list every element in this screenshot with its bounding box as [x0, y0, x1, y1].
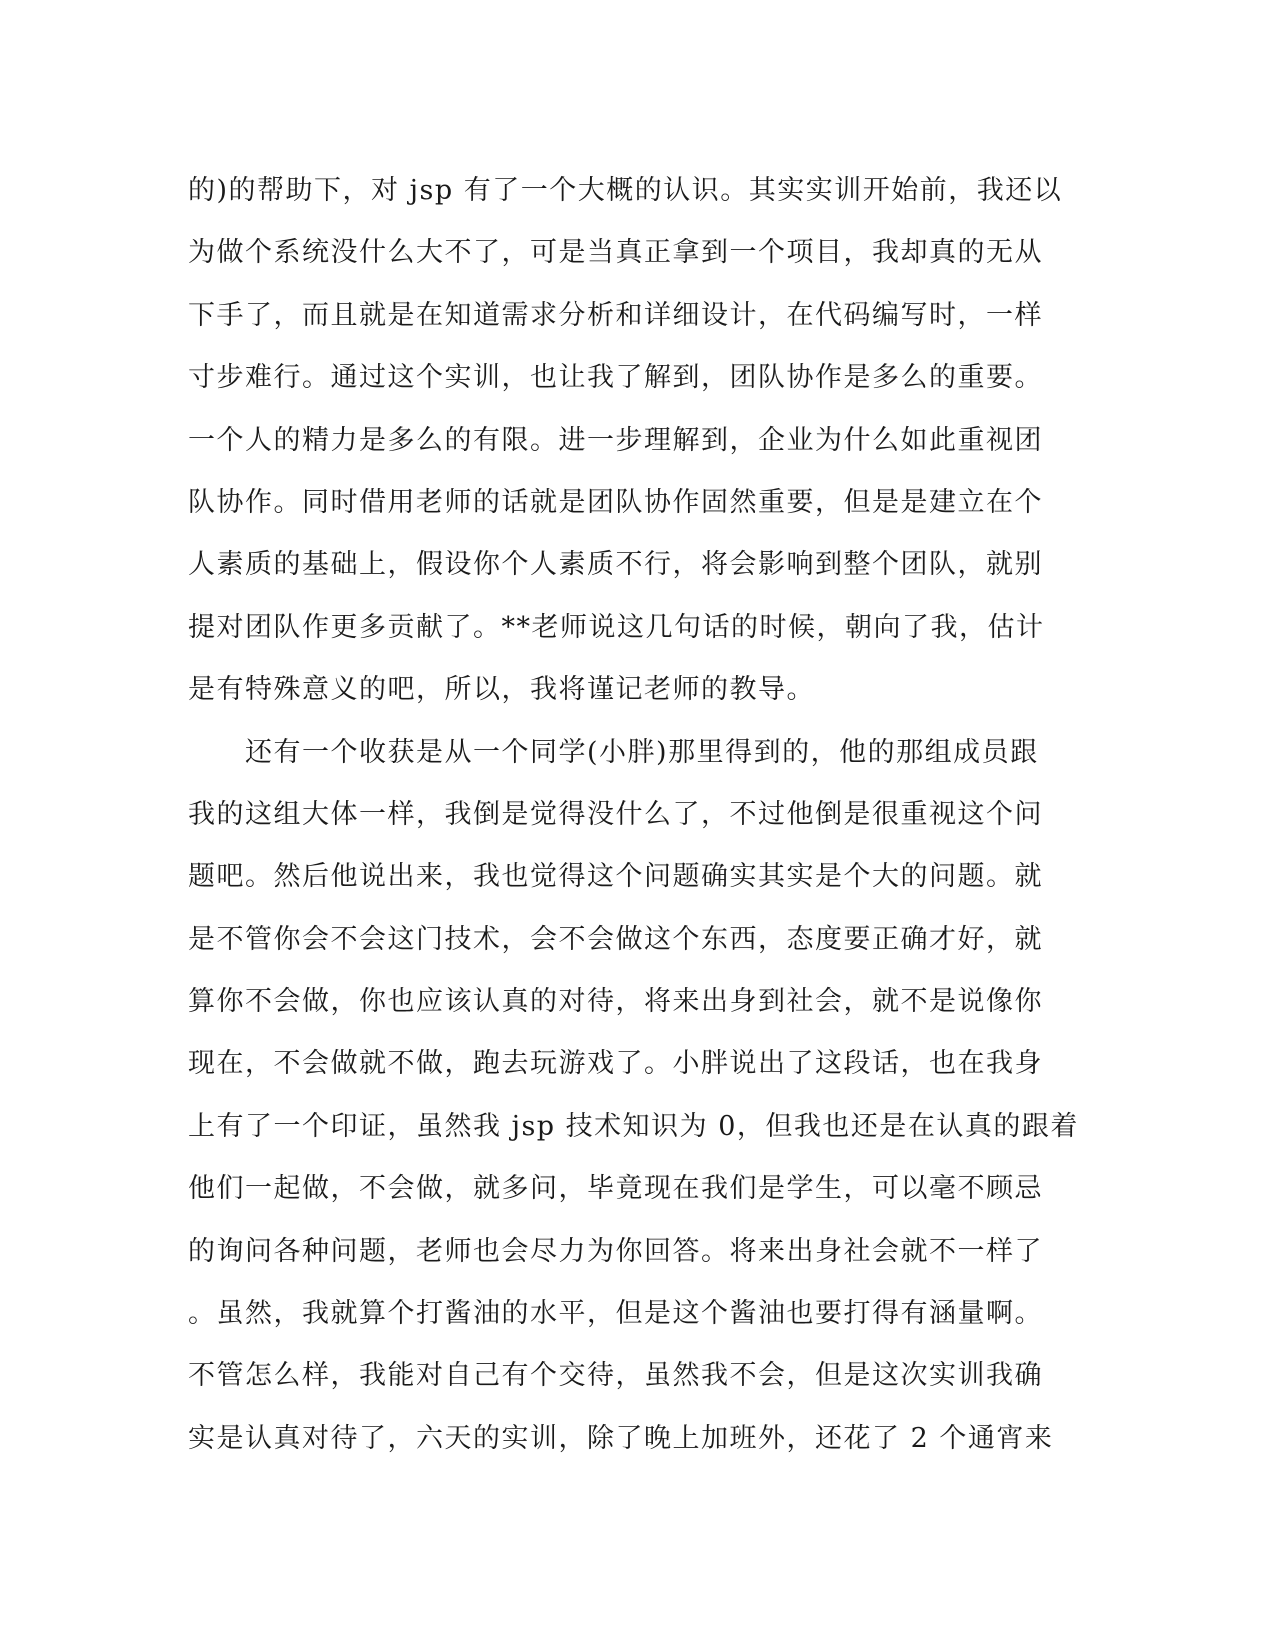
text-line: 上有了一个印证，虽然我 jsp 技术知识为 0，但我也还是在认真的跟着 — [188, 1110, 1079, 1142]
text-line: 的)的帮助下，对 jsp 有了一个大概的认识。其实实训开始前，我还以 — [188, 175, 1063, 206]
text-line: 他们一起做，不会做，就多问，毕竟现在我们是学生，可以毫不顾忌 — [188, 1173, 1043, 1205]
text-line: 是不管你会不会这门技术，会不会做这个东西，态度要正确才好，就 — [188, 923, 1043, 955]
text-line: 。虽然，我就算个打酱油的水平，但是这个酱油也要打得有涵量啊。 — [188, 1298, 1043, 1330]
text-line: 不管怎么样，我能对自己有个交待，虽然我不会，但是这次实训我确 — [188, 1360, 1043, 1392]
text-line: 算你不会做，你也应该认真的对待，将来出身到社会，就不是说像你 — [188, 986, 1043, 1018]
body-text — [188, 160, 1088, 1470]
text-line: 队协作。同时借用老师的话就是团队协作固然重要，但是是建立在个 — [188, 486, 1043, 518]
text-line: 一个人的精力是多么的有限。进一步理解到，企业为什么如此重视团 — [188, 424, 1043, 456]
text-line: 实是认真对待了，六天的实训，除了晚上加班外，还花了 2 个通宵来 — [188, 1422, 1054, 1454]
text-line: 提对团队作更多贡献了。**老师说这几句话的时候，朝向了我，估计 — [188, 611, 1045, 643]
text-line: 人素质的基础上，假设你个人素质不行，将会影响到整个团队，就别 — [188, 549, 1043, 581]
text-line: 是有特殊意义的吧，所以，我将谨记老师的教导。 — [188, 674, 815, 706]
text-line: 下手了，而且就是在知道需求分析和详细设计，在代码编写时，一样 — [188, 299, 1043, 331]
text-line: 寸步难行。通过这个实训，也让我了解到，团队协作是多么的重要。 — [188, 362, 1043, 394]
text-line: 题吧。然后他说出来，我也觉得这个问题确实其实是个大的问题。就 — [188, 861, 1043, 893]
text-line: 我的这组大体一样，我倒是觉得没什么了，不过他倒是很重视这个问 — [188, 798, 1043, 830]
text-line: 现在，不会做就不做，跑去玩游戏了。小胖说出了这段话，也在我身 — [188, 1048, 1043, 1080]
text-line: 的询问各种问题，老师也会尽力为你回答。将来出身社会就不一样了 — [188, 1235, 1043, 1267]
text-line: 为做个系统没什么大不了，可是当真正拿到一个项目，我却真的无从 — [188, 237, 1043, 269]
text-line: 还有一个收获是从一个同学(小胖)那里得到的，他的那组成员跟 — [188, 736, 1039, 768]
